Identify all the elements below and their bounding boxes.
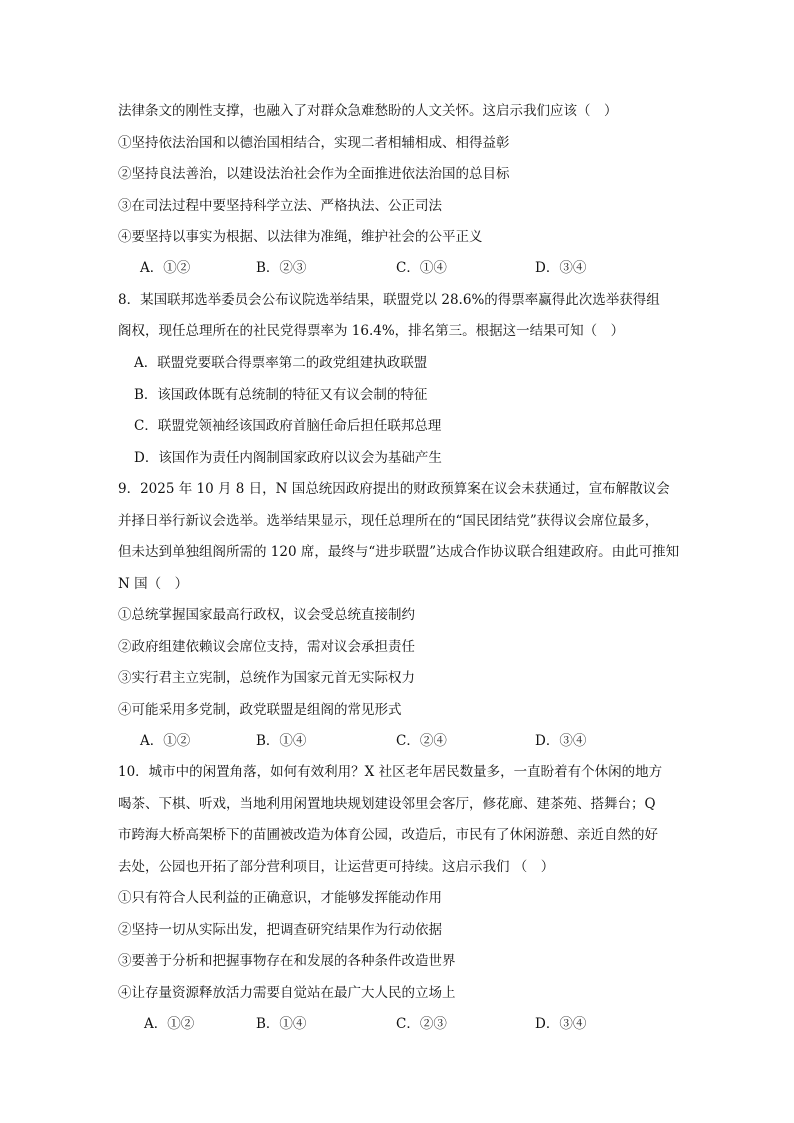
q9-statement-1: ①总统掌握国家最高行政权，议会受总统直接制约 <box>118 607 415 623</box>
q9-statement-2: ②政府组建依赖议会席位支持，需对议会承担责任 <box>118 639 415 655</box>
q8-stem-line-2: 阁权，现任总理所在的社民党得票率为 16.4%，排名第三。根据这一结果可知（ ） <box>118 323 625 339</box>
q8-choice-b: B．该国政体既有总统制的特征又有议会制的特征 <box>134 387 428 403</box>
q10-stem-line-1: 10．城市中的闲置角落，如何有效利用？X 社区老年居民数量多，一直盼着有个休闲的地方 <box>118 764 663 780</box>
q9-statement-4: ④可能采用多党制，政党联盟是组阁的常见形式 <box>118 702 402 718</box>
q7-option-c: C．①④ <box>396 260 447 276</box>
q9-option-c: C．②④ <box>396 733 447 749</box>
q9-stem-line-1: 9．2025 年 10 月 8 日，N 国总统因政府提出的财政预算案在议会未获通过，宣布解散议会 <box>118 481 670 497</box>
q7-statement-2: ②坚持良法善治，以建设法治社会作为全面推进依法治国的总目标 <box>118 166 510 182</box>
q8-choice-a: A．联盟党要联合得票率第二的政党组建执政联盟 <box>134 355 428 371</box>
q7-option-a: A．①② <box>140 260 191 276</box>
q8-choice-c: C．联盟党领袖经该国政府首脑任命后担任联邦总理 <box>134 418 442 434</box>
q7-statement-3: ③在司法过程中要坚持科学立法、严格执法、公正司法 <box>118 198 442 214</box>
q7-stem-continuation: 法律条文的刚性支撑，也融入了对群众急难愁盼的人文关怀。这启示我们应该（ ） <box>118 103 618 119</box>
q10-statement-4: ④让存量资源释放活力需要自觉站在最广大人民的立场上 <box>118 985 456 1001</box>
q7-statement-1: ①坚持依法治国和以德治国相结合，实现二者相辅相成、相得益彰 <box>118 135 510 151</box>
q8-stem-line-1: 8．某国联邦选举委员会公布议院选举结果，联盟党以 28.6%的得票率赢得此次选举获得组 <box>118 292 660 308</box>
q10-statement-3: ③要善于分析和把握事物存在和发展的各种条件改造世界 <box>118 953 456 969</box>
q9-stem-line-3: 但未达到单独组阁所需的 120 席，最终与“进步联盟”达成合作协议联合组建政府。由此可推知 <box>118 544 680 560</box>
q10-option-d: D．③④ <box>535 1016 587 1032</box>
q9-stem-line-2: 并择日举行新议会选举。选举结果显示，现任总理所在的“国民团结党”获得议会席位最多， <box>118 513 659 529</box>
q7-option-d: D．③④ <box>535 260 587 276</box>
q8-choice-d: D．该国作为责任内阁制国家政府以议会为基础产生 <box>134 450 442 466</box>
q10-stem-line-3: 市跨海大桥高架桥下的苗圃被改造为体育公园，改造后，市民有了休闲游憩、亲近自然的好 <box>118 827 658 843</box>
q10-option-a: A．①② <box>144 1016 195 1032</box>
q9-option-d: D．③④ <box>535 733 587 749</box>
q9-stem-line-4: N 国（ ） <box>118 576 189 592</box>
q9-statement-3: ③实行君主立宪制，总统作为国家元首无实际权力 <box>118 670 415 686</box>
q10-option-b: B．①④ <box>256 1016 307 1032</box>
q10-stem-line-4: 去处，公园也开拓了部分营利项目，让运营更可持续。这启示我们 （ ） <box>118 859 555 875</box>
q7-option-b: B．②③ <box>256 260 307 276</box>
q10-statement-2: ②坚持一切从实际出发，把调查研究结果作为行动依据 <box>118 922 442 938</box>
q10-stem-line-2: 喝茶、下棋、听戏，当地利用闲置地块规划建设邻里会客厅，修花廊、建茶苑、搭舞台；Q <box>118 796 656 812</box>
q9-option-a: A．①② <box>140 733 191 749</box>
q9-option-b: B．①④ <box>256 733 307 749</box>
q10-statement-1: ①只有符合人民利益的正确意识，才能够发挥能动作用 <box>118 890 442 906</box>
q10-option-c: C．②③ <box>396 1016 447 1032</box>
q7-statement-4: ④要坚持以事实为根据、以法律为准绳，维护社会的公平正义 <box>118 229 483 245</box>
